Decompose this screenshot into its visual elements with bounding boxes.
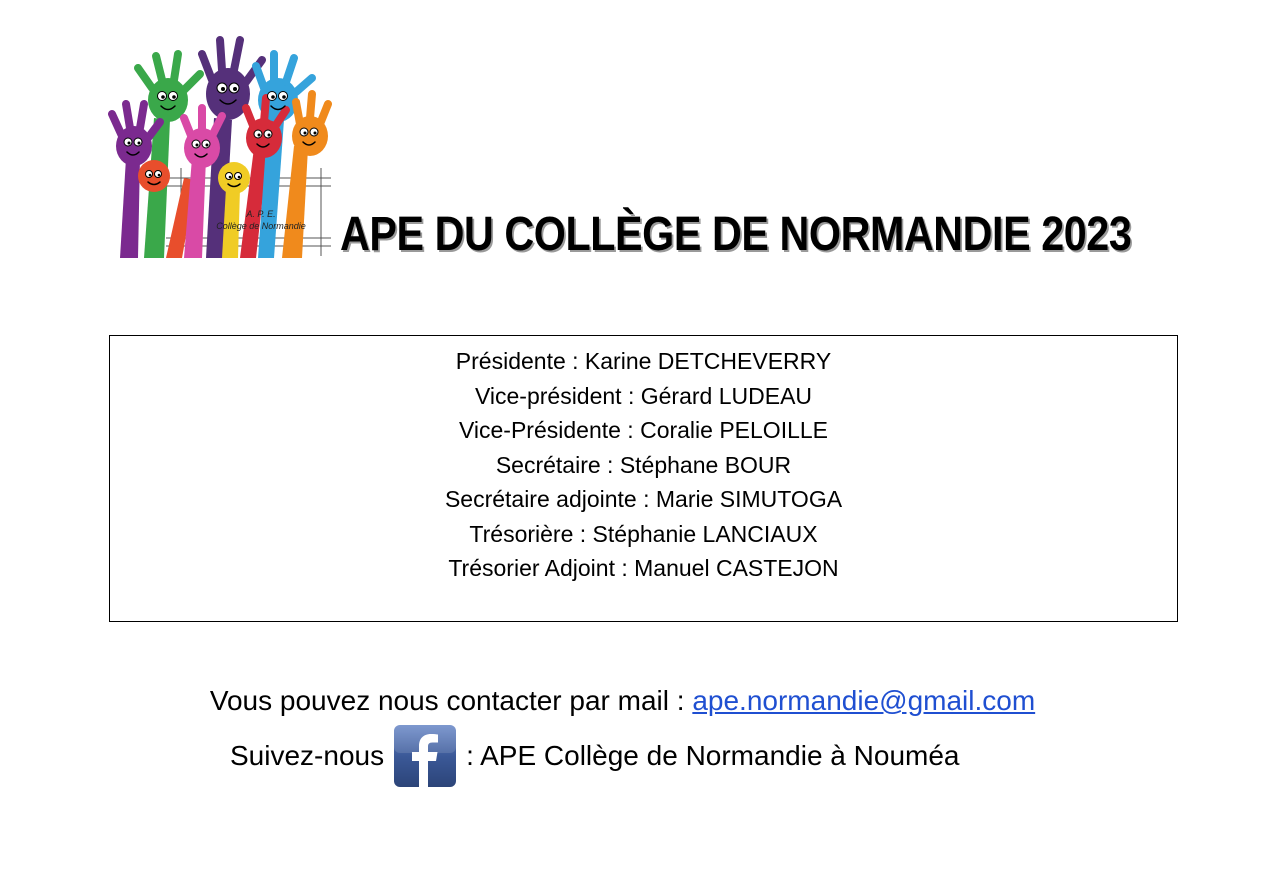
social-line: [230, 724, 959, 788]
board-member-vice-president: Vice-président : Gérard LUDEAU: [474, 382, 813, 409]
board-member-president: Présidente : Karine DETCHEVERRY: [455, 348, 832, 374]
logo-line-2: Collège de Normandie: [216, 221, 306, 231]
social-suffix: : APE Collège de Normandie à Nouméa: [466, 740, 960, 771]
board-members-list: [110, 336, 1177, 586]
ape-logo: [106, 28, 338, 260]
email-link[interactable]: ape.normandie@gmail.com: [692, 685, 1036, 716]
logo-caption: [186, 208, 336, 232]
board-member-assistant-treasurer: Trésorier Adjoint : Manuel CASTEJON: [448, 555, 839, 581]
board-member-treasurer: Trésorière : Stéphanie LANCIAUX: [469, 520, 818, 547]
logo-line-1: A. P. E.: [246, 209, 276, 219]
contact-line: [0, 683, 1245, 719]
board-member-vice-presidente: Vice-Présidente : Coralie PELOILLE: [458, 417, 829, 443]
facebook-icon[interactable]: [394, 725, 456, 787]
board-members-box: [109, 335, 1178, 622]
board-member-assistant-secretary: Secrétaire adjointe : Marie SIMUTOGA: [444, 486, 843, 512]
contact-prefix: Vous pouvez nous contacter par mail :: [209, 685, 693, 716]
social-prefix: Suivez-nous: [230, 740, 385, 771]
board-member-secretary: Secrétaire : Stéphane BOUR: [495, 451, 792, 478]
page-title: APE DU COLLÈGE DE NORMANDIE 2023: [340, 208, 1132, 261]
